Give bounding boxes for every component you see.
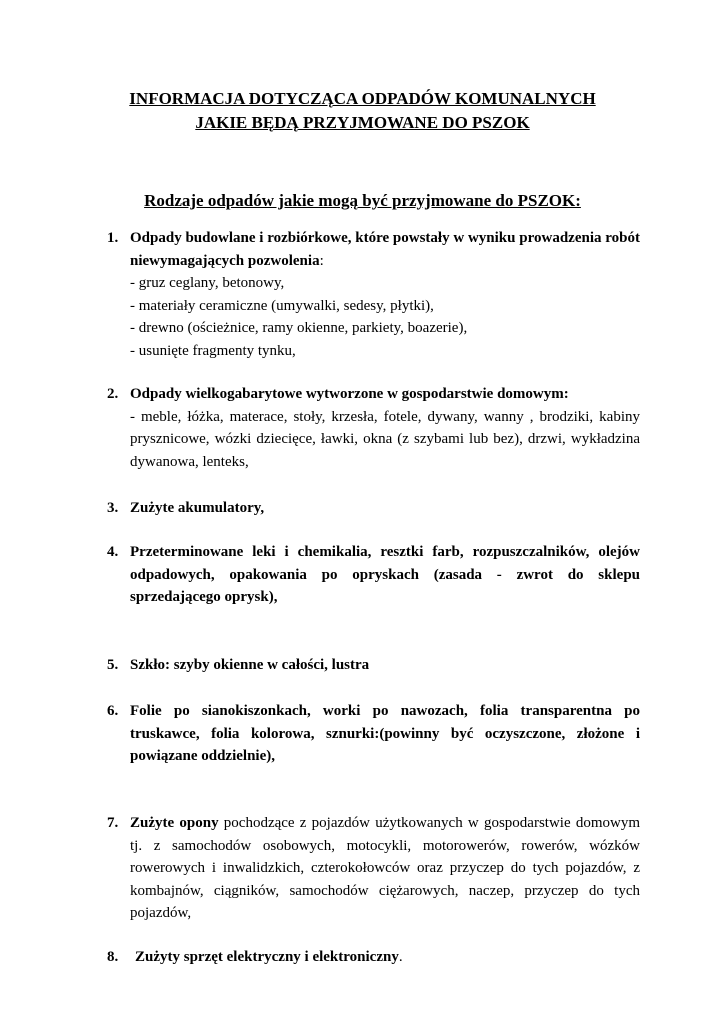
item-number: 2. bbox=[107, 386, 119, 402]
item-number: 3. bbox=[107, 500, 119, 516]
title-line-2: JAKIE BĘDĄ PRZYJMOWANE DO PSZOK bbox=[195, 113, 530, 132]
list-item-6 bbox=[107, 700, 640, 768]
item-number: 4. bbox=[107, 544, 119, 560]
section-subtitle: Rodzaje odpadów jakie mogą być przyjmowane do PSZOK: bbox=[144, 191, 581, 210]
list-item-5 bbox=[107, 654, 640, 677]
item-heading: Zużyte opony bbox=[130, 815, 219, 831]
item-line: - materiały ceramiczne (umywalki, sedesy, płytki), bbox=[130, 297, 434, 314]
item-heading: Zużyty sprzęt elektryczny i elektroniczny bbox=[135, 949, 399, 965]
item-text: - meble, łóżka, materace, stoły, krzesła, fotele, dywany, wanny , brodziki, kabiny prysznicowe, wózki dziecięce, ławki, okna (z szybami lub bez), drzwi, wykładzina dywanowa, lenteks, bbox=[130, 408, 640, 470]
item-heading-suffix: . bbox=[398, 949, 403, 965]
list-item-8 bbox=[107, 946, 640, 969]
item-number: 7. bbox=[107, 815, 119, 831]
item-heading bbox=[130, 227, 640, 272]
list-item-4 bbox=[107, 541, 640, 609]
item-heading: Szkło: szyby okienne w całości, lustra bbox=[130, 657, 370, 673]
item-number: 6. bbox=[107, 703, 119, 719]
item-heading: Odpady wielkogabarytowe wytworzone w gospodarstwie domowym: bbox=[130, 386, 569, 402]
item-number: 8. bbox=[107, 949, 119, 965]
item-heading-text: Odpady budowlane i rozbiórkowe, które powstały w wyniku prowadzenia robót niewymagających pozwolenia bbox=[130, 230, 640, 269]
item-heading: Zużyte akumulatory, bbox=[130, 500, 265, 516]
list-item-7 bbox=[107, 812, 640, 925]
item-heading: Folie po sianokiszonkach, worki po nawozach, folia transparentna po truskawce, folia kolorowa, sznurki:(powinny być oczyszczone, złożone i powiązane oddzielnie), bbox=[130, 703, 640, 765]
item-paragraph bbox=[130, 812, 640, 925]
item-text: pochodzące z pojazdów użytkowanych w gospodarstwie domowym tj. z samochodów osobowych, motocykli, motorowerów, rowerów, wózków rowerowych i inwalidzkich, czterokołowców oraz przyczep do tych pojazdów, z kombajnów, ciągników, samochodów ciężarowych, naczep, przyczep do tych pojazdów, bbox=[130, 815, 641, 922]
item-heading: Przeterminowane leki i chemikalia, resztki farb, rozpuszczalników, olejów odpadowych, opakowania po opryskach (zasada - zwrot do sklepu sprzedającego oprysk), bbox=[130, 544, 640, 606]
item-line: - usunięte fragmenty tynku, bbox=[130, 342, 296, 359]
list-item-2 bbox=[107, 383, 640, 473]
title-line-1: INFORMACJA DOTYCZĄCA ODPADÓW KOMUNALNYCH bbox=[129, 89, 596, 108]
item-number: 1. bbox=[107, 230, 119, 246]
list-item-3 bbox=[107, 497, 640, 520]
document-title bbox=[60, 87, 665, 135]
item-line: - gruz ceglany, betonowy, bbox=[130, 275, 285, 292]
item-number: 5. bbox=[107, 657, 119, 673]
item-heading-suffix: : bbox=[319, 252, 324, 269]
item-line: - drewno (ościeżnice, ramy okienne, parkiety, boazerie), bbox=[130, 320, 468, 337]
list-item-1 bbox=[107, 227, 640, 363]
